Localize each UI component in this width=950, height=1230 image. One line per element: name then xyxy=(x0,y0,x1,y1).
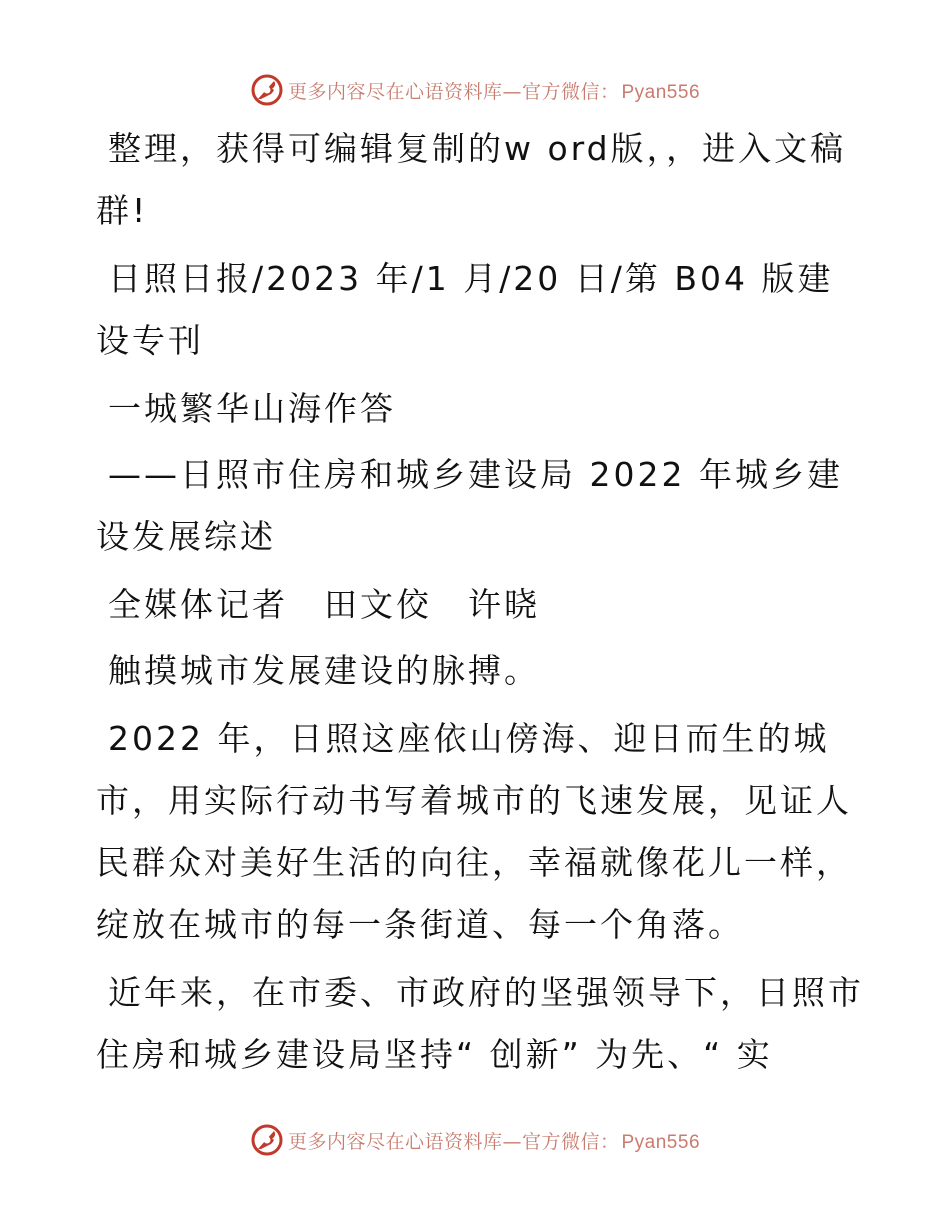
footer-watermark-banner xyxy=(0,1120,950,1160)
feather-pen-logo-icon xyxy=(250,73,284,107)
document-body xyxy=(96,118,866,1092)
wechat-id: Pyan556 xyxy=(621,81,701,103)
watermark-text xyxy=(288,77,700,104)
lead-sentence: 触摸城市发展建设的脉搏。 xyxy=(108,651,540,690)
body-paragraph: 近年来，在市委、市政府的坚强领导下，日照市住房和城乡建设局坚持“ 创新” 为先、“ 实 xyxy=(96,973,864,1074)
article-subtitle: ——日照市住房和城乡建设局 2022 年城乡建设发展综述 xyxy=(96,455,843,556)
byline: 全媒体记者 田文佼 许晓 xyxy=(108,585,540,624)
watermark-text xyxy=(288,1127,700,1154)
source-line: 日照日报/2023 年/1 月/20 日/第 B04 版建设专刊 xyxy=(96,259,834,360)
article-title: 一城繁华山海作答 xyxy=(108,389,396,428)
header-watermark-banner xyxy=(0,70,950,110)
intro-paragraph: 整理，获得可编辑复制的w ord版，，进入文稿群! xyxy=(96,129,847,230)
watermark-label: 更多内容尽在心语资料库—官方微信： xyxy=(287,1130,620,1153)
body-paragraph: 2022 年，日照这座依山傍海、迎日而生的城市，用实际行动书写着城市的飞速发展，见证人民群众对美好生活的向往，幸福就像花儿一样，绽放在城市的每一条街道、每一个角落。 xyxy=(96,719,852,944)
feather-pen-logo-icon xyxy=(250,1123,284,1157)
watermark-label: 更多内容尽在心语资料库—官方微信： xyxy=(287,80,620,103)
wechat-id: Pyan556 xyxy=(621,1131,701,1153)
